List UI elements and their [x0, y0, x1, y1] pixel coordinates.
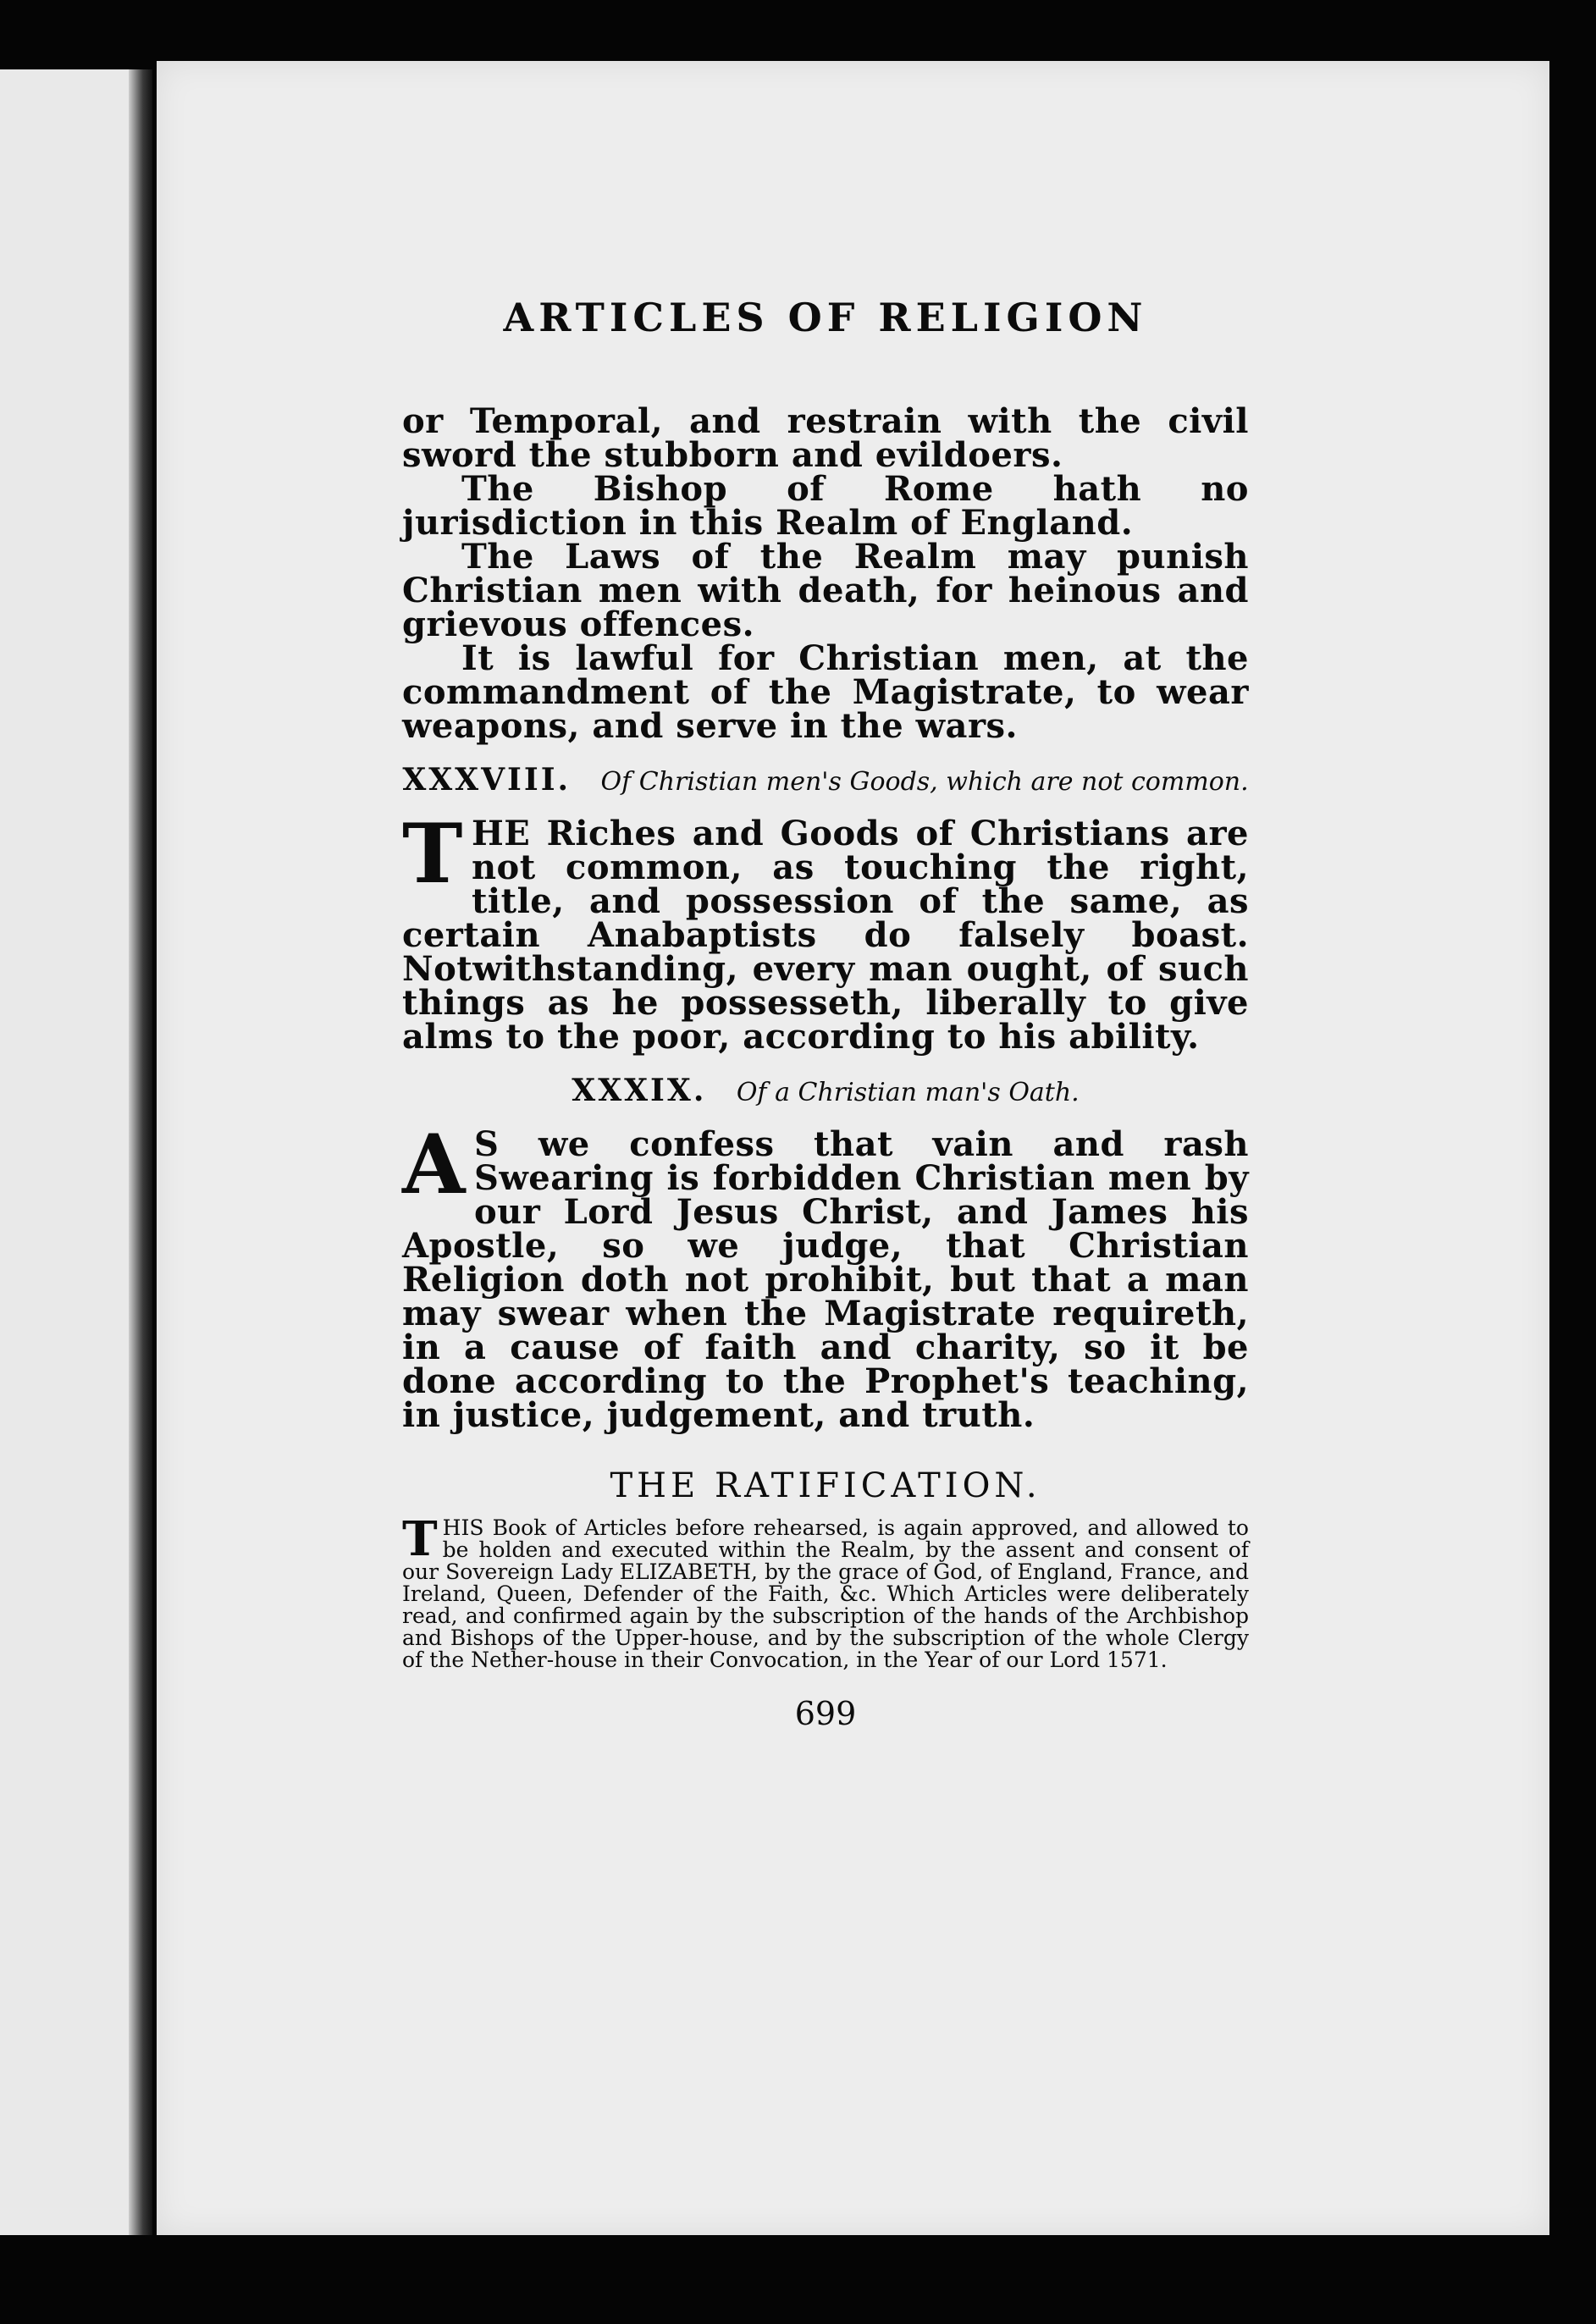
left-page-edge [0, 69, 144, 2235]
book-gutter [129, 69, 152, 2235]
page-number: 699 [794, 1695, 857, 1732]
article-38-dropcap: T [402, 806, 463, 902]
article-38-heading [402, 764, 1249, 798]
article-39-dropcap: A [402, 1117, 466, 1212]
article-39-number: XXXIX. [572, 1073, 707, 1108]
article-38-title: Of Christian men's Goods, which are not common. [600, 767, 1249, 797]
book-page [157, 61, 1549, 2235]
article-38-number: XXXVIII. [402, 762, 572, 798]
paragraph-temporal: or Temporal, and restrain with the civil sword the stubborn and evildoers. [402, 401, 1249, 475]
ratification-dropcap: T [402, 1511, 438, 1567]
page-body [402, 401, 1249, 1732]
running-head: ARTICLES OF RELIGION [503, 295, 1148, 340]
paragraph-laws-of-realm: The Laws of the Realm may punish Christian men with death, for heinous and grievous offences. [402, 537, 1249, 644]
ratification-heading: THE RATIFICATION. [610, 1466, 1041, 1505]
article-38-text: HE Riches and Goods of Christians are not common, as touching the right, title, and possession of the same, as certain Anabaptists do falsely boast. Notwithstanding, every man ought, of such things as he possesseth, liberally to give alms to the poor, according to his ability. [402, 814, 1249, 1057]
article-38-body [402, 806, 1249, 1057]
article-39-heading [402, 1074, 1249, 1109]
paragraph-bishop-of-rome: The Bishop of Rome hath no jurisdiction in this Realm of England. [402, 469, 1249, 543]
article-39-text: S we confess that vain and rash Swearing is forbidden Christian men by our Lord Jesus Christ, and James his Apostle, so we judge, that Christian Religion doth not prohibit, but that a man may swear when the Magistrate requireth, in a cause of faith and charity, so it be done according to the Prophet's teaching, in justice, judgement, and truth. [402, 1124, 1249, 1435]
article-39-title: Of a Christian man's Oath. [736, 1078, 1080, 1107]
paragraph-lawful-weapons: It is lawful for Christian men, at the commandment of the Magistrate, to wear weapons, and serve in the wars. [402, 638, 1249, 746]
ratification-text: HIS Book of Articles before rehearsed, is again approved, and allowed to be holden and executed within the Realm, by the assent and consent of our Sovereign Lady ELIZABETH, by the grace of God, of England, France, and Ireland, Queen, Defender of the Faith, &c. Which Articles were deliberately read, and confirmed again by the subscription of the hands of the Archbishop and Bishops of the Upper-house, and by the subscription of the whole Clergy of the Nether-house in their Convocation, in the Year of our Lord 1571. [402, 1515, 1249, 1672]
ratification-body [402, 1511, 1249, 1672]
article-39-body [402, 1117, 1249, 1435]
